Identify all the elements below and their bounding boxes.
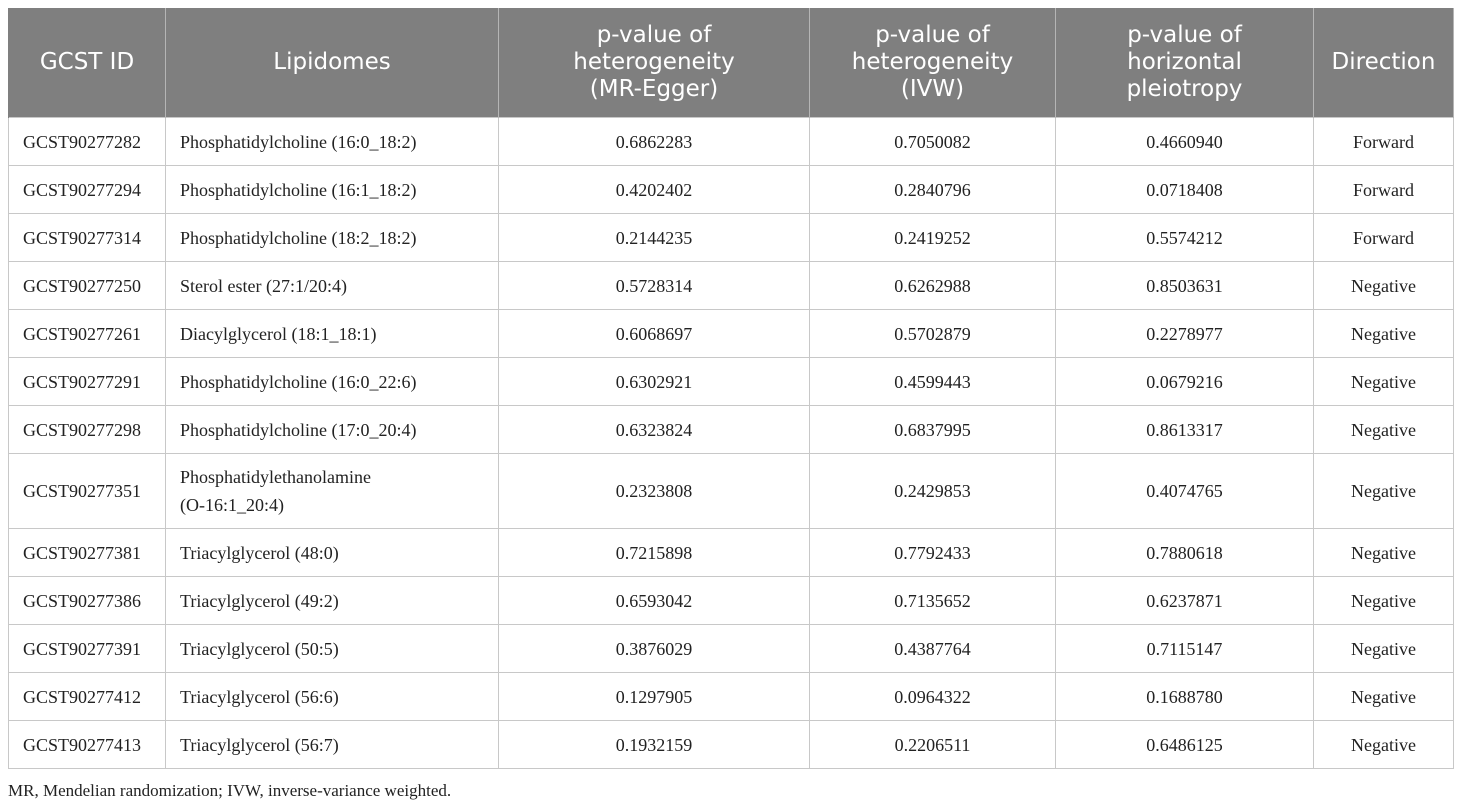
- table-row: [9, 166, 1454, 214]
- cell-het-ivw: 0.7050082: [810, 118, 1056, 166]
- cell-gcst-id: GCST90277294: [9, 166, 166, 214]
- cell-pleiotropy: 0.1688780: [1056, 673, 1314, 721]
- table-row: [9, 625, 1454, 673]
- cell-direction: Negative: [1314, 406, 1454, 454]
- cell-lipidome: [166, 625, 499, 673]
- table-row: [9, 454, 1454, 529]
- cell-het-mr-egger: 0.6862283: [499, 118, 810, 166]
- lipidome-line: Phosphatidylethanolamine: [180, 467, 371, 487]
- cell-pleiotropy: 0.7115147: [1056, 625, 1314, 673]
- cell-het-ivw: 0.2206511: [810, 721, 1056, 769]
- header-line: p-value of: [1127, 22, 1242, 48]
- cell-direction: Forward: [1314, 166, 1454, 214]
- table-header-row: [9, 8, 1454, 118]
- cell-het-mr-egger: 0.7215898: [499, 529, 810, 577]
- header-het-mr-egger: [499, 8, 810, 118]
- cell-gcst-id: GCST90277314: [9, 214, 166, 262]
- lipidome-line: Triacylglycerol (56:7): [180, 734, 339, 755]
- header-line: p-value of: [875, 22, 990, 48]
- header-pleiotropy: [1056, 8, 1314, 118]
- lipidome-line: Triacylglycerol (48:0): [180, 542, 339, 563]
- lipidome-line: Triacylglycerol (56:6): [180, 686, 339, 707]
- cell-lipidome: [166, 577, 499, 625]
- cell-pleiotropy: 0.6486125: [1056, 721, 1314, 769]
- cell-pleiotropy: 0.6237871: [1056, 577, 1314, 625]
- cell-pleiotropy: 0.0718408: [1056, 166, 1314, 214]
- header-lipidomes: Lipidomes: [166, 8, 499, 118]
- cell-het-ivw: 0.2840796: [810, 166, 1056, 214]
- cell-het-ivw: 0.7135652: [810, 577, 1056, 625]
- cell-het-mr-egger: 0.3876029: [499, 625, 810, 673]
- cell-het-ivw: 0.5702879: [810, 310, 1056, 358]
- cell-direction: Negative: [1314, 262, 1454, 310]
- results-table-container: [8, 8, 1453, 769]
- cell-lipidome: [166, 118, 499, 166]
- table-row: [9, 673, 1454, 721]
- table-row: [9, 358, 1454, 406]
- header-line: heterogeneity: [573, 49, 735, 75]
- cell-lipidome: [166, 406, 499, 454]
- cell-pleiotropy: 0.8503631: [1056, 262, 1314, 310]
- header-line: p-value of: [596, 22, 712, 48]
- cell-gcst-id: GCST90277413: [9, 721, 166, 769]
- cell-het-ivw: 0.6262988: [810, 262, 1056, 310]
- cell-direction: Forward: [1314, 118, 1454, 166]
- cell-lipidome: [166, 721, 499, 769]
- cell-gcst-id: GCST90277351: [9, 454, 166, 529]
- table-row: [9, 577, 1454, 625]
- lipidome-line: Phosphatidylcholine (18:2_18:2): [180, 227, 417, 248]
- header-gcst-id: GCST ID: [9, 8, 166, 118]
- cell-het-ivw: 0.2419252: [810, 214, 1056, 262]
- cell-het-ivw: 0.0964322: [810, 673, 1056, 721]
- table-row: [9, 721, 1454, 769]
- cell-het-ivw: 0.6837995: [810, 406, 1056, 454]
- cell-het-ivw: 0.2429853: [810, 454, 1056, 529]
- lipidome-line: Diacylglycerol (18:1_18:1): [180, 323, 377, 344]
- cell-direction: Negative: [1314, 673, 1454, 721]
- cell-pleiotropy: 0.4660940: [1056, 118, 1314, 166]
- header-line: horizontal: [1127, 49, 1242, 75]
- cell-het-mr-egger: 0.6302921: [499, 358, 810, 406]
- table-body: [9, 118, 1454, 769]
- cell-direction: Negative: [1314, 358, 1454, 406]
- cell-gcst-id: GCST90277282: [9, 118, 166, 166]
- cell-lipidome: [166, 358, 499, 406]
- table-footnote: MR, Mendelian randomization; IVW, inverse-variance weighted.: [8, 781, 452, 800]
- cell-gcst-id: GCST90277386: [9, 577, 166, 625]
- cell-gcst-id: GCST90277250: [9, 262, 166, 310]
- cell-gcst-id: GCST90277298: [9, 406, 166, 454]
- table-row: [9, 406, 1454, 454]
- cell-gcst-id: GCST90277391: [9, 625, 166, 673]
- cell-lipidome: [166, 214, 499, 262]
- header-line: heterogeneity: [851, 49, 1014, 75]
- cell-direction: Forward: [1314, 214, 1454, 262]
- table-row: [9, 310, 1454, 358]
- cell-direction: Negative: [1314, 454, 1454, 529]
- lipidome-line: (O-16:1_20:4): [180, 495, 284, 515]
- header-direction: Direction: [1314, 8, 1454, 118]
- cell-het-mr-egger: 0.1297905: [499, 673, 810, 721]
- header-het-ivw: [810, 8, 1056, 118]
- cell-het-mr-egger: 0.4202402: [499, 166, 810, 214]
- lipidome-line: Triacylglycerol (49:2): [180, 590, 339, 611]
- header-line: pleiotropy: [1126, 76, 1243, 102]
- cell-het-mr-egger: 0.2144235: [499, 214, 810, 262]
- lipidome-line: Phosphatidylcholine (16:0_18:2): [180, 131, 417, 152]
- cell-het-mr-egger: 0.5728314: [499, 262, 810, 310]
- cell-het-ivw: 0.7792433: [810, 529, 1056, 577]
- cell-gcst-id: GCST90277412: [9, 673, 166, 721]
- cell-lipidome: [166, 166, 499, 214]
- table-row: [9, 262, 1454, 310]
- lipidome-line: Sterol ester (27:1/20:4): [180, 275, 347, 296]
- cell-pleiotropy: 0.5574212: [1056, 214, 1314, 262]
- cell-lipidome: [166, 262, 499, 310]
- cell-gcst-id: GCST90277261: [9, 310, 166, 358]
- cell-pleiotropy: 0.8613317: [1056, 406, 1314, 454]
- cell-direction: Negative: [1314, 625, 1454, 673]
- cell-het-ivw: 0.4599443: [810, 358, 1056, 406]
- cell-het-mr-egger: 0.6068697: [499, 310, 810, 358]
- header-line: (MR-Egger): [589, 76, 719, 102]
- cell-lipidome: [166, 310, 499, 358]
- table-row: [9, 214, 1454, 262]
- cell-pleiotropy: 0.2278977: [1056, 310, 1314, 358]
- cell-direction: Negative: [1314, 529, 1454, 577]
- cell-pleiotropy: 0.0679216: [1056, 358, 1314, 406]
- cell-het-mr-egger: 0.1932159: [499, 721, 810, 769]
- cell-pleiotropy: 0.7880618: [1056, 529, 1314, 577]
- cell-het-mr-egger: 0.6323824: [499, 406, 810, 454]
- lipidome-line: Phosphatidylcholine (16:0_22:6): [180, 371, 417, 392]
- cell-direction: Negative: [1314, 721, 1454, 769]
- cell-lipidome: [166, 454, 499, 529]
- cell-direction: Negative: [1314, 310, 1454, 358]
- cell-pleiotropy: 0.4074765: [1056, 454, 1314, 529]
- lipidome-line: Triacylglycerol (50:5): [180, 638, 339, 659]
- cell-het-ivw: 0.4387764: [810, 625, 1056, 673]
- lipidome-line: Phosphatidylcholine (17:0_20:4): [180, 419, 417, 440]
- cell-het-mr-egger: 0.2323808: [499, 454, 810, 529]
- cell-lipidome: [166, 529, 499, 577]
- table-row: [9, 118, 1454, 166]
- results-table: [8, 8, 1454, 769]
- lipidome-line: Phosphatidylcholine (16:1_18:2): [180, 179, 417, 200]
- cell-lipidome: [166, 673, 499, 721]
- cell-gcst-id: GCST90277291: [9, 358, 166, 406]
- table-row: [9, 529, 1454, 577]
- cell-het-mr-egger: 0.6593042: [499, 577, 810, 625]
- header-line: (IVW): [900, 76, 965, 102]
- cell-direction: Negative: [1314, 577, 1454, 625]
- cell-gcst-id: GCST90277381: [9, 529, 166, 577]
